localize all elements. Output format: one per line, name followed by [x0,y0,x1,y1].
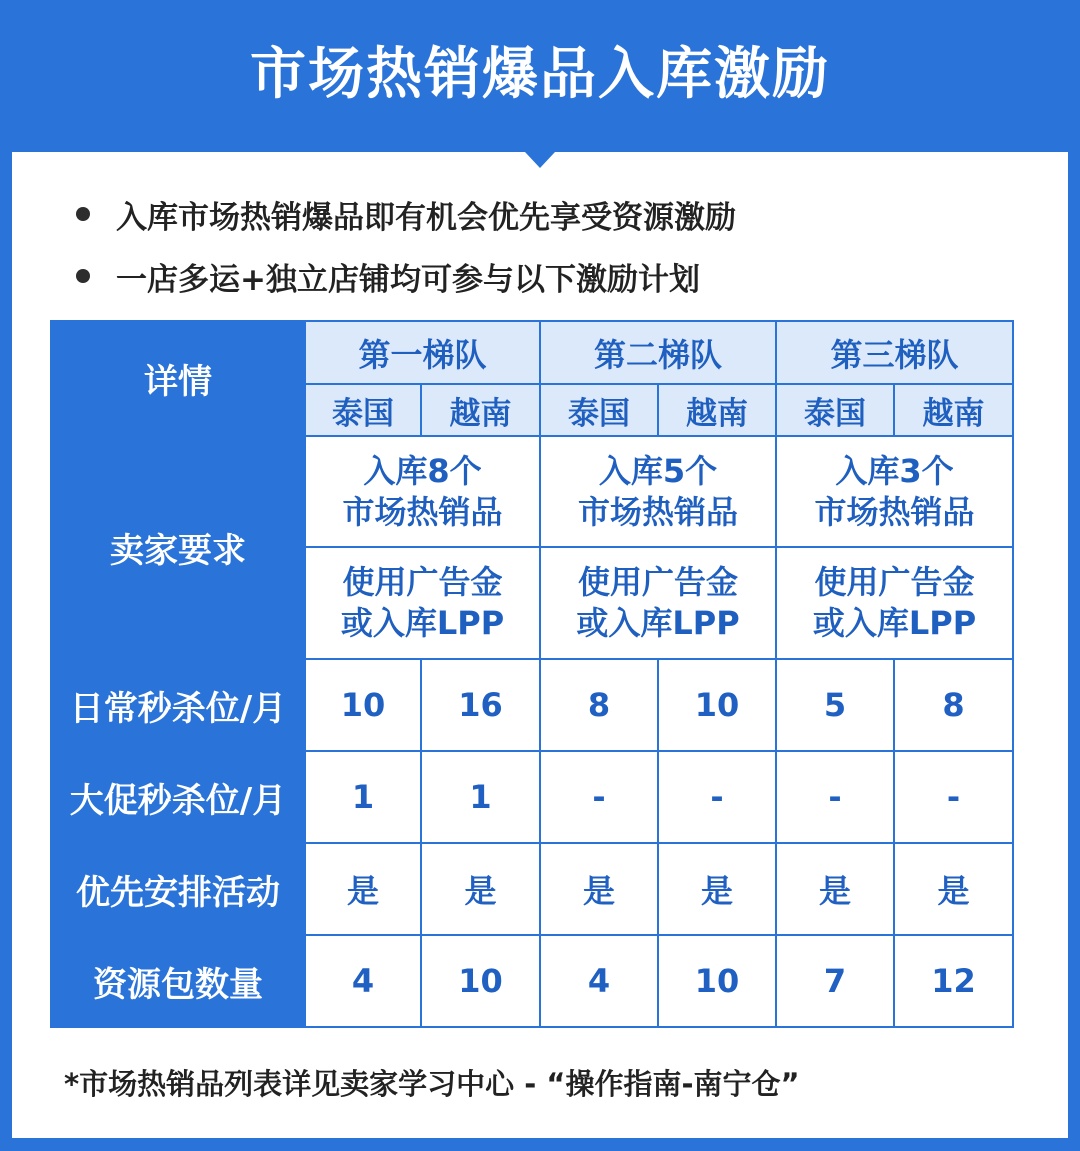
value-cell: 10 [421,935,540,1027]
table-row [51,659,1013,751]
req-line: 使用广告金 [814,563,975,601]
tier-header: 第一梯队 [305,321,540,384]
tier-header-row [51,321,1013,384]
country-header: 泰国 [540,384,658,436]
value-cell: 12 [894,935,1013,1027]
value-cell: 10 [658,659,776,751]
req-line: 市场热销品 [578,492,739,531]
req-line: 或入库LPP [340,604,505,642]
value-cell: 4 [305,935,421,1027]
title-bar [0,0,1080,152]
footnote: *市场热销品列表详见卖家学习中心 - “操作指南-南宁仓” [64,1067,800,1101]
req-stock-cell [776,436,1013,547]
value-cell: - [658,751,776,843]
value-cell: - [540,751,658,843]
country-header: 越南 [421,384,540,436]
tier-header: 第三梯队 [776,321,1013,384]
value-cell: 5 [776,659,894,751]
value-cell: 4 [540,935,658,1027]
req-stock-cell [540,436,776,547]
value-cell: 是 [421,843,540,935]
value-cell: 是 [658,843,776,935]
title-notch [525,152,555,168]
req-line: 入库5个 [598,451,718,490]
req-line: 使用广告金 [342,563,503,601]
corner-label: 详情 [51,321,305,436]
req-ads-cell [540,547,776,659]
req-line: 入库8个 [363,451,482,490]
req-line: 市场热销品 [342,492,503,531]
page-title: 市场热销爆品入库激励 [250,42,830,107]
value-cell: 7 [776,935,894,1027]
country-header: 越南 [894,384,1013,436]
value-cell: - [894,751,1013,843]
row-label: 日常秒杀位/月 [51,659,305,751]
bullet-item [76,183,736,245]
value-cell: 1 [421,751,540,843]
req-line: 或入库LPP [576,604,740,642]
row-label: 资源包数量 [51,935,305,1027]
value-cell: - [776,751,894,843]
bullet-dot-icon [76,207,90,221]
req-ads-cell [776,547,1013,659]
country-header: 越南 [658,384,776,436]
req-ads-cell [305,547,540,659]
table-row [51,843,1013,935]
value-cell: 8 [540,659,658,751]
value-cell: 16 [421,659,540,751]
bullet-text: 一店多运+独立店铺均可参与以下激励计划 [116,261,700,298]
table-row [51,751,1013,843]
value-cell: 1 [305,751,421,843]
bullet-text: 入库市场热销爆品即有机会优先享受资源激励 [116,199,736,236]
country-header: 泰国 [305,384,421,436]
req-line: 入库3个 [835,451,954,490]
incentive-table [50,320,1014,1028]
seller-req-row [51,436,1013,547]
bullet-item [76,245,736,307]
bullet-dot-icon [76,269,90,283]
bullet-list [76,183,736,307]
req-line: 或入库LPP [812,604,977,642]
value-cell: 是 [776,843,894,935]
req-stock-cell [305,436,540,547]
value-cell: 10 [305,659,421,751]
value-cell: 8 [894,659,1013,751]
table-row [51,935,1013,1027]
value-cell: 是 [540,843,658,935]
seller-req-label: 卖家要求 [51,436,305,659]
country-header: 泰国 [776,384,894,436]
req-line: 市场热销品 [814,492,975,531]
row-label: 大促秒杀位/月 [51,751,305,843]
row-label: 优先安排活动 [51,843,305,935]
value-cell: 10 [658,935,776,1027]
tier-header: 第二梯队 [540,321,776,384]
value-cell: 是 [894,843,1013,935]
req-line: 使用广告金 [578,563,739,601]
value-cell: 是 [305,843,421,935]
